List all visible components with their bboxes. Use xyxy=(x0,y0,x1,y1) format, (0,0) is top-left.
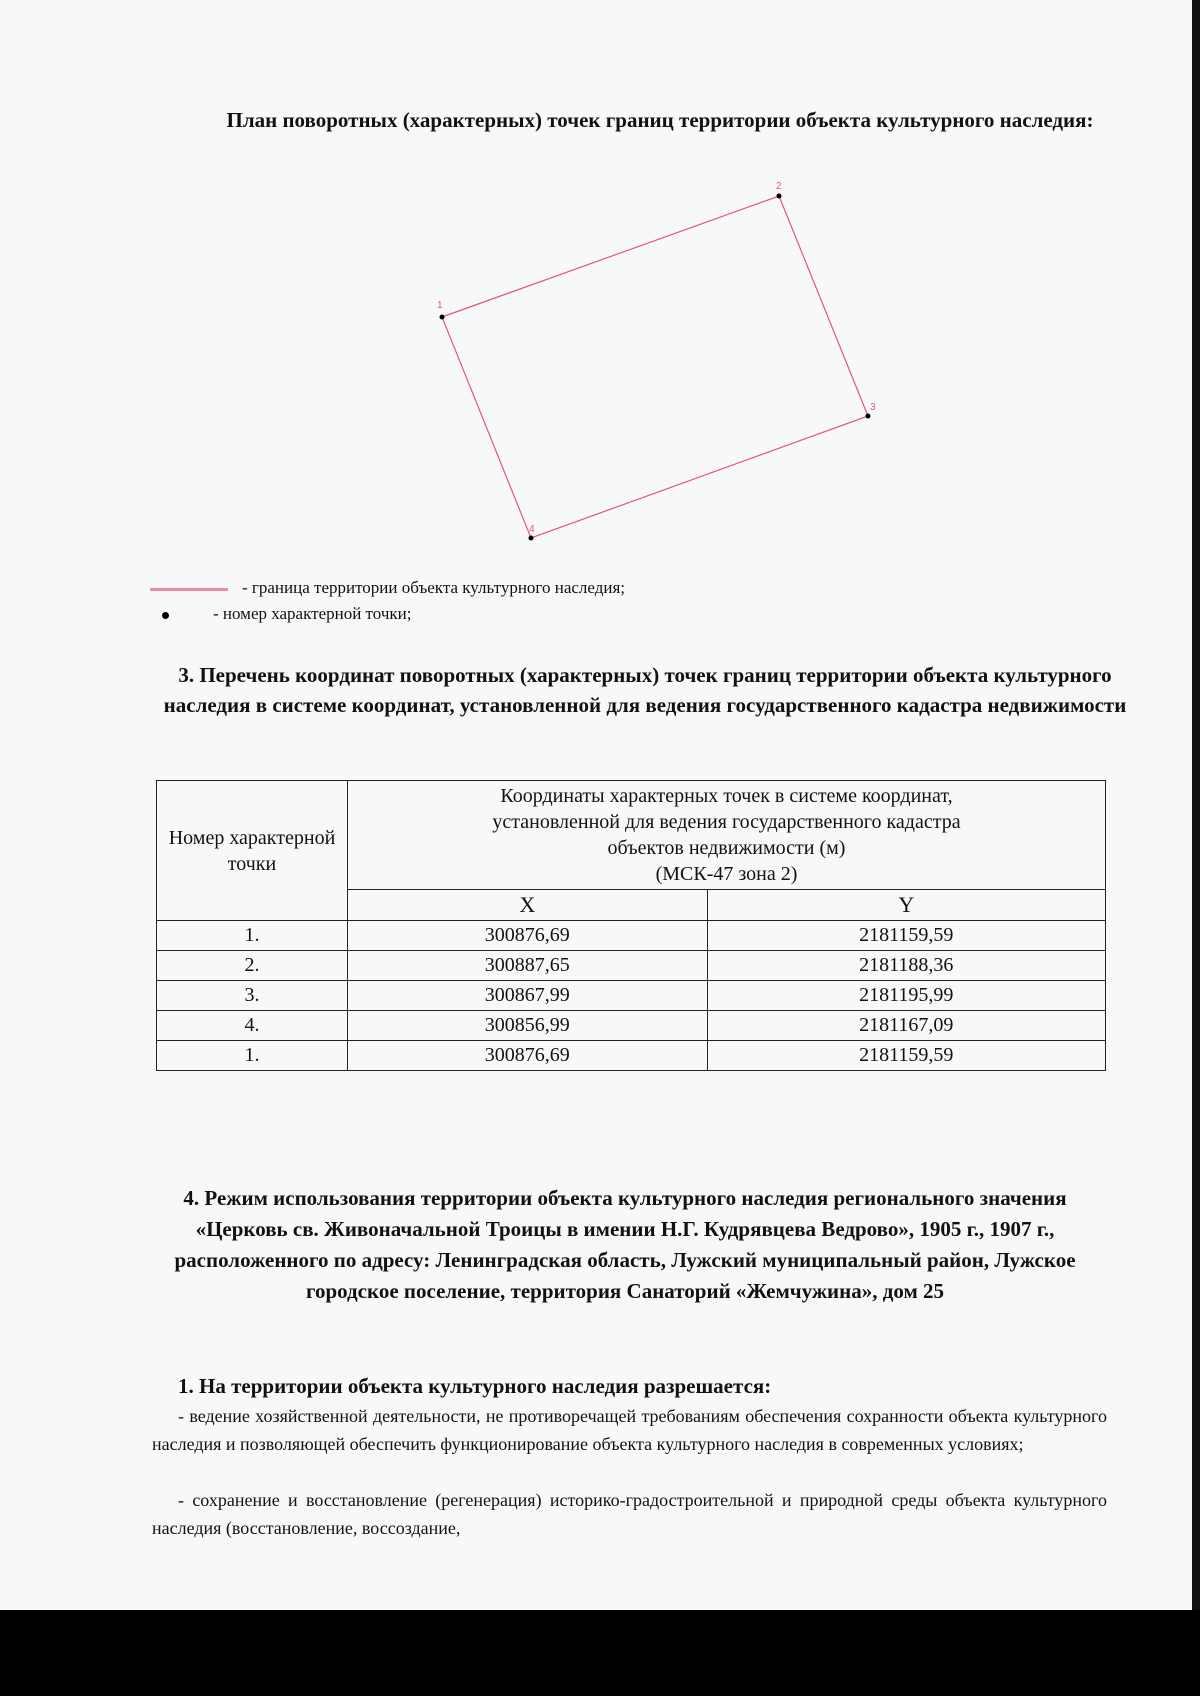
legend-boundary xyxy=(150,578,625,598)
x-value: 300867,99 xyxy=(348,981,708,1011)
coords-header-line: (МСК-47 зона 2) xyxy=(655,863,798,885)
plan-title: План поворотных (характерных) точек границ территории объекта культурного наследия: xyxy=(226,108,1094,132)
point-label-1: 1 xyxy=(437,300,443,311)
x-value: 300887,65 xyxy=(348,951,708,981)
legend-dot-swatch xyxy=(162,612,169,619)
coords-header-line: Координаты характерных точек в системе координат, xyxy=(500,785,953,807)
table-row xyxy=(157,1041,1106,1071)
point-number: 2. xyxy=(157,951,348,981)
table-row xyxy=(157,921,1106,951)
boundary-polygon xyxy=(442,196,868,538)
x-value: 300856,99 xyxy=(348,1011,708,1041)
legend-boundary-text: - граница территории объекта культурного наследия; xyxy=(242,578,626,597)
point-marker-4 xyxy=(529,536,534,541)
coords-header-line: объектов недвижимости (м) xyxy=(607,837,846,859)
boundary-plan xyxy=(0,0,1200,560)
y-value: 2181159,59 xyxy=(707,1041,1105,1071)
point-marker-2 xyxy=(777,194,782,199)
coordinates-table xyxy=(156,780,1106,1071)
clause1-paragraph-2: - сохранение и восстановление (регенерация) историко-градостроительной и природной среды объекта культурного наследия (восстановление, воссоздание, xyxy=(152,1490,1107,1538)
scan-edge xyxy=(1192,0,1200,1610)
point-label-4: 4 xyxy=(529,524,535,535)
y-value: 2181159,59 xyxy=(707,921,1105,951)
legend-line-swatch xyxy=(150,588,228,591)
clause1-title: 1. На территории объекта культурного наследия разрешается: xyxy=(178,1374,772,1398)
point-number: 1. xyxy=(157,921,348,951)
section4-title: 4. Режим использования территории объекта культурного наследия регионального значения «Церковь св. Живоначальной Троицы в имении Н.Г. Кудрявцева Ведрово», 1905 г., 1907 г., расположенного по адресу: Ленинградская область, Лужский муниципальный район, Лужское городское поселение, территория Санаторий «Жемчужина», дом 25 xyxy=(174,1186,1076,1303)
clause1-paragraph-1: - ведение хозяйственной деятельности, не противоречащей требованиям обеспечения сохранности объекта культурного наследия и позволяющей обеспечить функционирование объекта культурного наследия в современных условиях; xyxy=(152,1406,1107,1454)
table-row xyxy=(157,951,1106,981)
point-marker-1 xyxy=(440,315,445,320)
legend-point-text: - номер характерной точки; xyxy=(213,604,412,623)
y-value: 2181188,36 xyxy=(707,951,1105,981)
point-label-2: 2 xyxy=(776,181,782,192)
coords-header xyxy=(348,781,1106,890)
y-value: 2181167,09 xyxy=(707,1011,1105,1041)
point-label-3: 3 xyxy=(870,402,876,413)
legend-point xyxy=(150,604,411,624)
table-row xyxy=(157,981,1106,1011)
y-value: 2181195,99 xyxy=(707,981,1105,1011)
point-number: 3. xyxy=(157,981,348,1011)
section3-title: 3. Перечень координат поворотных (характерных) точек границ территории объекта культурного наследия в системе координат, установленной для ведения государственного кадастра недвижимости xyxy=(163,663,1127,717)
coords-header-line: установленной для ведения государственного кадастра xyxy=(492,811,961,833)
scan-bottom-border xyxy=(0,1610,1200,1696)
point-marker-3 xyxy=(866,414,871,419)
table-row xyxy=(157,1011,1106,1041)
point-number-header: Номер характерной точки xyxy=(157,781,348,921)
x-value: 300876,69 xyxy=(348,921,708,951)
point-number: 4. xyxy=(157,1011,348,1041)
point-number: 1. xyxy=(157,1041,348,1071)
y-header: Y xyxy=(707,890,1105,921)
x-value: 300876,69 xyxy=(348,1041,708,1071)
x-header: X xyxy=(348,890,708,921)
